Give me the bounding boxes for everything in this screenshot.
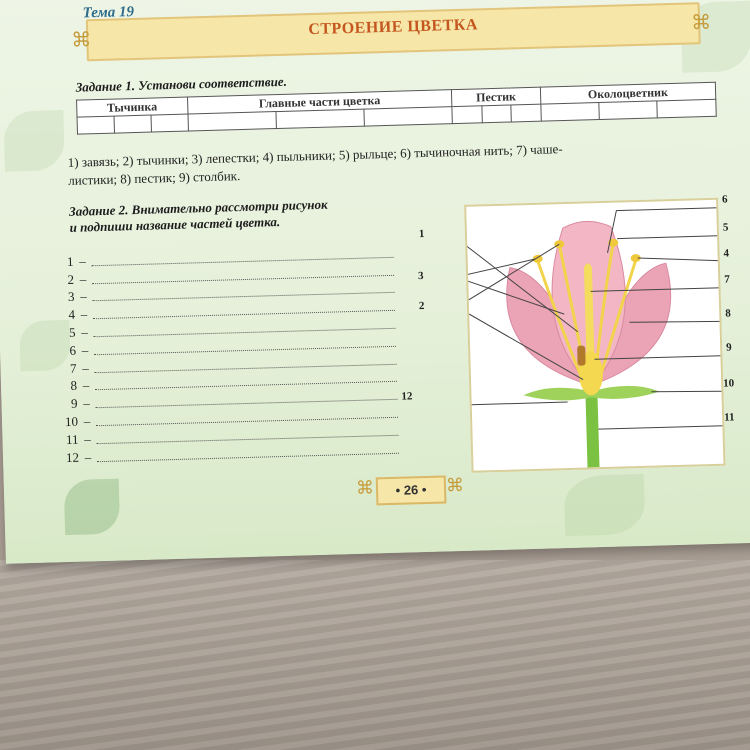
row-number: 10 — [64, 413, 79, 430]
callout-5: 5 — [722, 221, 729, 234]
theme-label: Тема 19 — [82, 3, 135, 22]
row-number: 3 — [67, 289, 75, 305]
row-number: 12 — [65, 449, 80, 465]
page-number-left-ornament-icon: ⌘ — [355, 477, 375, 499]
page-number-right-ornament-icon: ⌘ — [445, 474, 465, 497]
callout-9: 9 — [726, 341, 732, 354]
answer-cell[interactable] — [276, 109, 365, 128]
leader-line-4 — [638, 255, 724, 264]
decor-leaf — [564, 474, 646, 536]
col-stamen: Тычинка — [77, 97, 188, 117]
page-title: СТРОЕНИЕ ЦВЕТКА — [308, 16, 479, 39]
leader-line-10 — [651, 389, 723, 394]
options-text — [68, 136, 719, 190]
row-dash: – — [80, 306, 88, 322]
answer-cell[interactable] — [657, 99, 716, 118]
answer-cell[interactable] — [599, 101, 658, 120]
options-line: листики; 8) пестик; 9) столбик. — [68, 168, 241, 188]
decor-leaf — [64, 479, 121, 536]
row-number: 1 — [66, 253, 74, 269]
ovule-shape — [577, 346, 586, 366]
answer-cell[interactable] — [364, 107, 453, 126]
answer-blanks — [59, 243, 405, 466]
row-number: 11 — [65, 431, 79, 447]
flower-illustration — [466, 200, 723, 471]
answer-cell[interactable] — [482, 105, 512, 123]
row-dash: – — [82, 377, 90, 393]
header-band — [86, 2, 701, 61]
col-perianth: Околоцветник — [540, 82, 716, 104]
answer-cell[interactable] — [151, 114, 188, 132]
row-dash: – — [84, 448, 92, 465]
callout-8: 8 — [725, 307, 731, 320]
callout-10: 10 — [723, 377, 735, 390]
left-ornament-icon: ⌘ — [71, 27, 92, 52]
row-dash: – — [84, 431, 91, 447]
task2-title-line: и подпиши название частей цветка. — [69, 213, 281, 235]
sepal-left-shape — [523, 387, 591, 402]
callout-1: 1 — [418, 227, 425, 241]
row-number: 8 — [70, 378, 78, 394]
decor-leaf — [3, 110, 65, 172]
answer-cell[interactable] — [77, 116, 114, 134]
leader-line-12 — [466, 402, 567, 406]
task1-title: Задание 1. Установи соответствие. — [75, 73, 288, 95]
task2-title — [69, 197, 328, 236]
callout-11: 11 — [724, 411, 735, 424]
row-number: 7 — [69, 360, 77, 376]
row-dash: – — [79, 271, 87, 287]
row-number: 5 — [68, 324, 76, 340]
answer-cell[interactable] — [452, 106, 482, 124]
row-dash: – — [79, 253, 87, 269]
answer-cell[interactable] — [540, 103, 599, 122]
col-main-parts: Главные части цветка — [187, 90, 452, 114]
row-number: 4 — [68, 306, 76, 323]
answer-cell[interactable] — [511, 104, 541, 122]
callout-4: 4 — [723, 247, 730, 260]
leader-line-5 — [617, 235, 723, 238]
callout-6: 6 — [721, 193, 728, 206]
leader-line-6 — [606, 207, 723, 253]
row-dash: – — [80, 288, 87, 304]
row-dash: – — [83, 413, 91, 429]
row-dash: – — [81, 342, 89, 358]
row-dash: – — [83, 395, 90, 411]
options-line: 1) завязь; 2) тычинки; 3) лепестки; 4) пыльники; 5) рыльце; 6) тычиночная нить; 7) чаше- — [67, 141, 563, 170]
stem-shape — [585, 393, 599, 467]
answer-blank[interactable] — [97, 452, 399, 461]
callout-3: 3 — [417, 270, 424, 283]
callout-7: 7 — [724, 273, 730, 286]
row-dash: – — [82, 359, 89, 376]
leader-line-11 — [598, 425, 723, 429]
page-number: • 26 • — [376, 475, 447, 505]
callout-2: 2 — [418, 299, 425, 313]
flower-figure — [464, 198, 725, 473]
callout-12: 12 — [401, 390, 413, 403]
row-dash: – — [81, 324, 88, 340]
task2-title-line: Задание 2. Внимательно рассмотри рисунок — [68, 196, 328, 219]
row-number: 2 — [67, 271, 75, 287]
wooden-desk — [0, 560, 750, 750]
row-number: 9 — [70, 395, 78, 412]
row-number: 6 — [69, 342, 77, 358]
col-pistil: Пестик — [452, 87, 541, 106]
sepal-right-shape — [591, 385, 659, 400]
answer-cell[interactable] — [114, 115, 151, 133]
right-ornament-icon: ⌘ — [690, 9, 712, 35]
answer-cell[interactable] — [188, 112, 277, 131]
